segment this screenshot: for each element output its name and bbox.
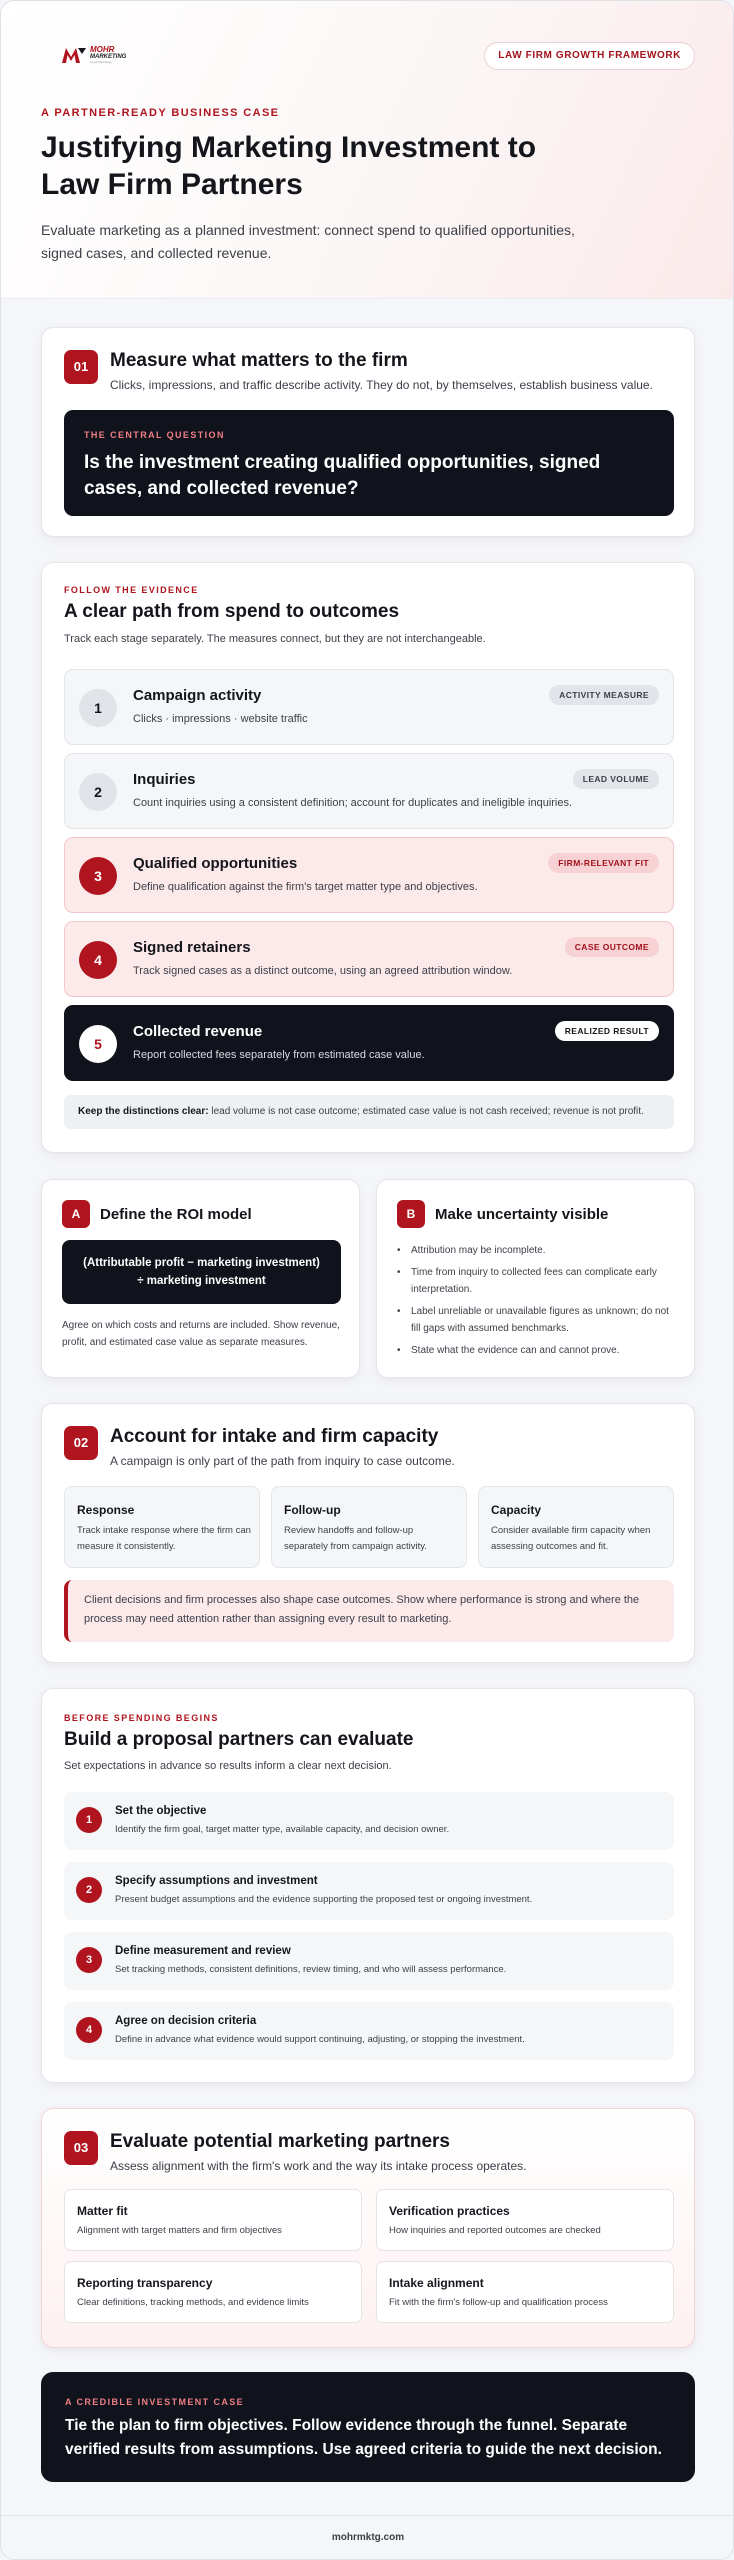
section-subtitle: Assess alignment with the firm's work and the way its intake process operates. (110, 2159, 527, 2173)
step-description: Set tracking methods, consistent definitions, review timing, and who will assess performance. (115, 1964, 507, 1975)
criterion-title: Verification practices (389, 2204, 510, 2218)
criterion-description: Fit with the firm's follow-up and qualification process (389, 2297, 608, 2308)
stage-title: Collected revenue (133, 1023, 263, 1040)
uncertainty-bullet: • State what the evidence can and cannot prove. (397, 1342, 677, 1359)
item-description: Track intake response where the firm can measure it consistently. (77, 1525, 251, 1552)
section-title: Measure what matters to the firm (110, 350, 408, 371)
logo-line1: MOHR (90, 45, 115, 54)
hero-header (1, 1, 734, 299)
stage-number: 4 (79, 941, 117, 979)
distinctions-note-label: Keep the distinctions clear: (78, 1106, 209, 1117)
company-logo[interactable] (61, 43, 135, 67)
distinctions-note-text: lead volume is not case outcome; estimated case value is not cash received; revenue is not profit. (208, 1106, 644, 1117)
step-description: Present budget assumptions and the evidence supporting the proposed test or ongoing investment. (115, 1894, 533, 1905)
central-question-box (64, 410, 674, 516)
criterion-description: How inquiries and reported outcomes are checked (389, 2225, 601, 2236)
item-title: Response (77, 1503, 135, 1517)
proposal-eyebrow: BEFORE SPENDING BEGINS (64, 1713, 219, 1723)
uncertainty-bullet: • Attribution may be incomplete. (397, 1242, 677, 1259)
stage-description: Report collected fees separately from estimated case value. (133, 1049, 425, 1061)
stage-tag: REALIZED RESULT (555, 1021, 659, 1041)
capacity-item-response (64, 1486, 260, 1568)
stage-number: 5 (79, 1025, 117, 1063)
capacity-item-follow-up (271, 1486, 467, 1568)
criterion-title: Matter fit (77, 2204, 128, 2218)
card-letter-badge: A (62, 1200, 90, 1228)
criterion-title: Reporting transparency (77, 2276, 213, 2290)
section-measure (41, 327, 695, 537)
step-number: 3 (76, 1947, 102, 1973)
logo-mark-icon (61, 45, 87, 65)
framework-badge: LAW FIRM GROWTH FRAMEWORK (484, 42, 695, 70)
section-funnel (41, 562, 695, 1153)
stage-description: Count inquiries using a consistent definition; account for duplicates and ineligible inquiries. (133, 797, 573, 809)
funnel-stage-inquiries (64, 753, 674, 829)
card-roi-model (41, 1179, 360, 1378)
capacity-item-capacity (478, 1486, 674, 1568)
stage-title: Campaign activity (133, 687, 262, 704)
item-title: Capacity (491, 1503, 542, 1517)
card-letter-badge: B (397, 1200, 425, 1228)
closing-eyebrow: A CREDIBLE INVESTMENT CASE (65, 2397, 245, 2407)
stage-tag: FIRM-RELEVANT FIT (548, 853, 659, 873)
stage-description: Clicks · impressions · website traffic (133, 713, 308, 725)
section-subtitle: Clicks, impressions, and traffic describe activity. They do not, by themselves, establish business value. (110, 378, 653, 392)
funnel-subtitle: Track each stage separately. The measures connect, but they are not interchangeable. (64, 633, 486, 645)
section-subtitle: A campaign is only part of the path from inquiry to case outcome. (110, 1454, 455, 1468)
roi-formula: (Attributable profit − marketing investment) ÷ marketing investment (62, 1240, 341, 1304)
item-title: Follow-up (284, 1503, 341, 1517)
central-question-label: THE CENTRAL QUESTION (84, 430, 225, 440)
funnel-title: A clear path from spend to outcomes (64, 601, 400, 622)
stage-title: Inquiries (133, 771, 196, 788)
logo-line2: MARKETING (90, 54, 127, 60)
stage-tag: ACTIVITY MEASURE (549, 685, 659, 705)
section-title: Evaluate potential marketing partners (110, 2131, 450, 2152)
funnel-stage-qualified-opportunities (64, 837, 674, 913)
step-description: Define in advance what evidence would support continuing, adjusting, or stopping the investment. (115, 2034, 525, 2045)
section-number-badge: 03 (64, 2131, 98, 2165)
section-number-badge: 01 (64, 350, 98, 384)
stage-title: Signed retainers (133, 939, 251, 956)
stage-number: 1 (79, 689, 117, 727)
uncertainty-bullet: • Label unreliable or unavailable figures as unknown; do not fill gaps with assumed benchmarks. (397, 1303, 677, 1337)
step-title: Define measurement and review (115, 1945, 291, 1957)
criterion-description: Clear definitions, tracking methods, and evidence limits (77, 2297, 309, 2308)
stage-description: Track signed cases as a distinct outcome, using an agreed attribution window. (133, 965, 513, 977)
distinctions-note (64, 1095, 674, 1129)
step-title: Set the objective (115, 1805, 207, 1817)
stage-tag: CASE OUTCOME (565, 937, 659, 957)
step-number: 4 (76, 2017, 102, 2043)
central-question: Is the investment creating qualified opportunities, signed cases, and collected revenue? (84, 452, 601, 499)
section-number-badge: 02 (64, 1426, 98, 1460)
card-uncertainty (376, 1179, 695, 1378)
section-title: Account for intake and firm capacity (110, 1426, 439, 1447)
step-title: Agree on decision criteria (115, 2015, 257, 2027)
hero-lede: Evaluate marketing as a planned investment: connect spend to qualified opportunities, signed cases, and collected revenue. (41, 222, 575, 261)
funnel-stage-campaign-activity (64, 669, 674, 745)
roi-explanation: Agree on which costs and returns are included. Show revenue, profit, and estimated case value as separate measures. (62, 1320, 340, 1348)
proposal-step (64, 1792, 674, 1850)
card-title: Make uncertainty visible (435, 1206, 609, 1223)
step-number: 1 (76, 1807, 102, 1833)
funnel-stage-signed-retainers (64, 921, 674, 997)
criterion-title: Intake alignment (389, 2276, 484, 2290)
criterion-description: Alignment with target matters and firm objectives (77, 2225, 282, 2236)
section-proposal (41, 1688, 695, 2083)
footer (1, 2515, 734, 2560)
stage-number: 3 (79, 857, 117, 895)
funnel-eyebrow: FOLLOW THE EVIDENCE (64, 585, 199, 595)
proposal-step (64, 2002, 674, 2060)
page-title: Justifying Marketing Investment to Law Firm Partners (41, 131, 537, 201)
funnel-stage-collected-revenue (64, 1005, 674, 1081)
item-description: Consider available firm capacity when assessing outcomes and fit. (491, 1525, 651, 1552)
proposal-step (64, 1932, 674, 1990)
proposal-step (64, 1862, 674, 1920)
criterion-matter-fit (64, 2189, 362, 2251)
uncertainty-bullet: • Time from inquiry to collected fees can complicate early interpretation. (397, 1264, 677, 1298)
logo-tagline: Legal Marketing (90, 60, 112, 64)
stage-number: 2 (79, 773, 117, 811)
criterion-reporting (64, 2261, 362, 2323)
stage-tag: LEAD VOLUME (573, 769, 659, 789)
step-description: Identify the firm goal, target matter type, available capacity, and decision owner. (115, 1824, 450, 1835)
step-number: 2 (76, 1877, 102, 1903)
item-description: Review handoffs and follow-up separately from campaign activity. (284, 1525, 427, 1552)
proposal-subtitle: Set expectations in advance so results inform a clear next decision. (64, 1760, 392, 1772)
proposal-title: Build a proposal partners can evaluate (64, 1729, 414, 1750)
step-title: Specify assumptions and investment (115, 1875, 318, 1887)
process-callout: Client decisions and firm processes also shape case outcomes. Show where performance is strong and where the process may need attention rather than assigning every result to marketing. (64, 1580, 674, 1642)
closing-statement: Tie the plan to firm objectives. Follow evidence through the funnel. Separate verified results from assumptions. Use agreed criteria to guide the next decision. (65, 2417, 662, 2458)
card-title: Define the ROI model (100, 1206, 252, 1223)
closing-banner (41, 2372, 695, 2482)
section-intake-capacity (41, 1403, 695, 1663)
criterion-intake-alignment (376, 2261, 674, 2323)
stage-title: Qualified opportunities (133, 855, 298, 872)
criterion-verification (376, 2189, 674, 2251)
stage-description: Define qualification against the firm's target matter type and objectives. (133, 881, 478, 893)
section-partner-evaluation (41, 2108, 695, 2348)
hero-eyebrow: A PARTNER-READY BUSINESS CASE (41, 107, 280, 119)
logo-text (90, 46, 126, 64)
footer-site-link[interactable]: mohrmktg.com (331, 2532, 405, 2543)
